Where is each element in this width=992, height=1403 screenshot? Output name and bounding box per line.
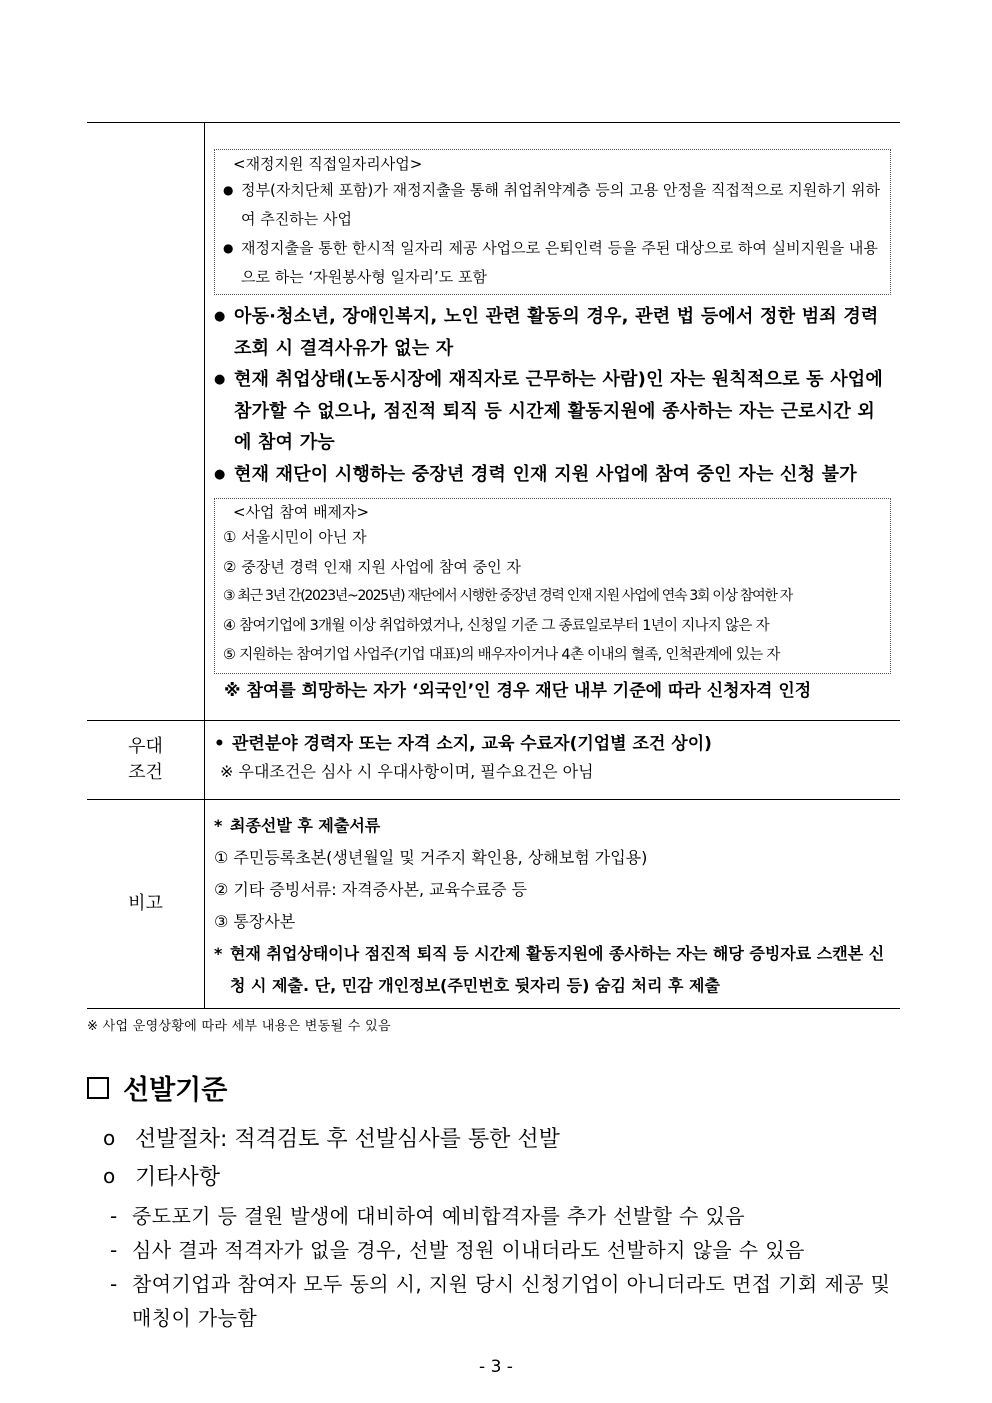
exclusion-box-title: <사업 참여 배제자> [233, 503, 370, 521]
exclusion-item: ④ 참여기업에 3개월 이상 취업하였거나, 신청일 기준 그 종료일로부터 1년이 지나지 않은 자 [223, 617, 769, 634]
remarks-heading: * 최종선발 후 제출서류 [214, 810, 891, 842]
bullet-icon: ● [223, 183, 234, 197]
exclusion-item: ③ 최근 3년 간(2023년~2025년) 재단에서 시행한 중장년 경력 인재 지원 사업에 연속 3회 이상 참여한 자 [223, 588, 792, 604]
section-title: 선발기준 [87, 1068, 227, 1107]
eligibility-bullet: ● 아동·청소년, 장애인복지, 노인 관련 활동의 경우, 관련 법 등에서 정한 범죄 경력 조회 시 결격사유가 없는 자 [214, 301, 891, 364]
remarks-row [87, 800, 900, 1008]
bullet-icon: ● [214, 466, 226, 482]
remarks-document: ② 기타 증빙서류: 자격증사본, 교육수료증 등 [214, 879, 528, 899]
eligibility-table [87, 122, 900, 1009]
eligibility-label-cell [87, 123, 205, 720]
others-item: - 중도포기 등 결원 발생에 대비하여 예비합격자를 추가 선발할 수 있음 [110, 1199, 910, 1233]
fiscal-box-item: ● 정부(자치단체 포함)가 재정지출을 통해 취업취약계층 등의 고용 안정을 직접적으로 지원하기 위하여 추진하는 사업 [223, 176, 882, 234]
remarks-content-cell [205, 800, 900, 1008]
bullet-icon: ● [214, 372, 226, 387]
foreigner-note: ※ 참여를 희망하는 자가 ‘외국인’인 경우 재단 내부 기준에 따라 신청자격 인정 [224, 680, 812, 701]
exclusion-item: ② 중장년 경력 인재 지원 사업에 참여 중인 자 [223, 557, 521, 576]
preference-row [87, 721, 900, 800]
remarks-label-cell: 비고 [87, 800, 205, 1008]
footnote: ※ 사업 운영상황에 따라 세부 내용은 변동될 수 있음 [87, 1019, 391, 1034]
remarks-document: ① 주민등록초본(생년월일 및 거주지 확인용, 상해보험 가입용) [214, 847, 648, 867]
eligibility-row [87, 123, 900, 721]
checkbox-square-icon [87, 1077, 109, 1099]
exclusion-box [214, 498, 891, 674]
remarks-document: ③ 통장사본 [214, 911, 296, 931]
eligibility-bullet: ● 현재 재단이 시행하는 중장년 경력 인재 지원 사업에 참여 중인 자는 신청 불가 [214, 459, 891, 491]
preference-bullet: • 관련분야 경력자 또는 자격 소지, 교육 수료자(기업별 조건 상이) [214, 731, 891, 758]
dash-icon: - [110, 1204, 118, 1228]
others-heading: o 기타사항 [103, 1163, 221, 1190]
preference-label-line1: 우대 [128, 735, 163, 757]
eligibility-bullet: ● 현재 취업상태(노동시장에 재직자로 근무하는 사람)인 자는 원칙적으로 동 사업에 참가할 수 없으나, 점진적 퇴직 등 시간제 활동지원에 종사하는 자는 근로시간 외에 참여 가능 [214, 364, 891, 459]
circle-bullet-icon: o [103, 1125, 116, 1150]
fiscal-box-title: <재정지원 직접일자리사업> [233, 155, 423, 173]
circle-bullet-icon: o [103, 1163, 116, 1188]
preference-label-line2: 조건 [128, 761, 163, 783]
bullet-icon: ● [214, 309, 226, 324]
fiscal-box-item: ● 재정지출을 통한 한시적 일자리 제공 사업으로 은퇴인력 등을 주된 대상으로 하여 실비지원을 내용으로 하는 ‘자원봉사형 일자리’도 포함 [223, 234, 882, 292]
eligibility-content-cell [205, 123, 900, 720]
fiscal-job-box [214, 149, 891, 295]
remarks-employed-note: * 현재 취업상태이나 점진적 퇴직 등 시간제 활동지원에 종사하는 자는 해당 증빙자료 스캔본 신청 시 제출. 단, 민감 개인정보(주민번호 뒷자리 등) 숨김 처리 후 제출 [214, 938, 891, 1002]
preference-note: ※ 우대조건은 심사 시 우대사항이며, 필수요건은 아님 [220, 761, 594, 781]
bullet-icon: • [214, 733, 225, 754]
selection-procedure: o 선발절차: 적격검토 후 선발심사를 통한 선발 [103, 1125, 560, 1152]
page-number: - 3 - [479, 1357, 513, 1377]
exclusion-item: ⑤ 지원하는 참여기업 사업주(기업 대표)의 배우자이거나 4촌 이내의 혈족, 인척관계에 있는 자 [223, 647, 780, 663]
others-item: - 심사 결과 적격자가 없을 경우, 선발 정원 이내더라도 선발하지 않을 수 있음 [110, 1233, 910, 1267]
preference-label-cell [87, 721, 205, 799]
bullet-icon: ● [223, 241, 234, 255]
star-icon: * [214, 943, 223, 963]
exclusion-item: ① 서울시민이 아닌 자 [223, 528, 367, 546]
others-item: - 참여기업과 참여자 모두 동의 시, 지원 당시 신청기업이 아니더라도 면접 기회 제공 및 매칭이 가능함 [110, 1267, 910, 1335]
dash-icon: - [110, 1238, 118, 1262]
dash-icon: - [110, 1272, 118, 1296]
preference-content-cell [205, 721, 900, 799]
star-icon: * [214, 815, 223, 835]
